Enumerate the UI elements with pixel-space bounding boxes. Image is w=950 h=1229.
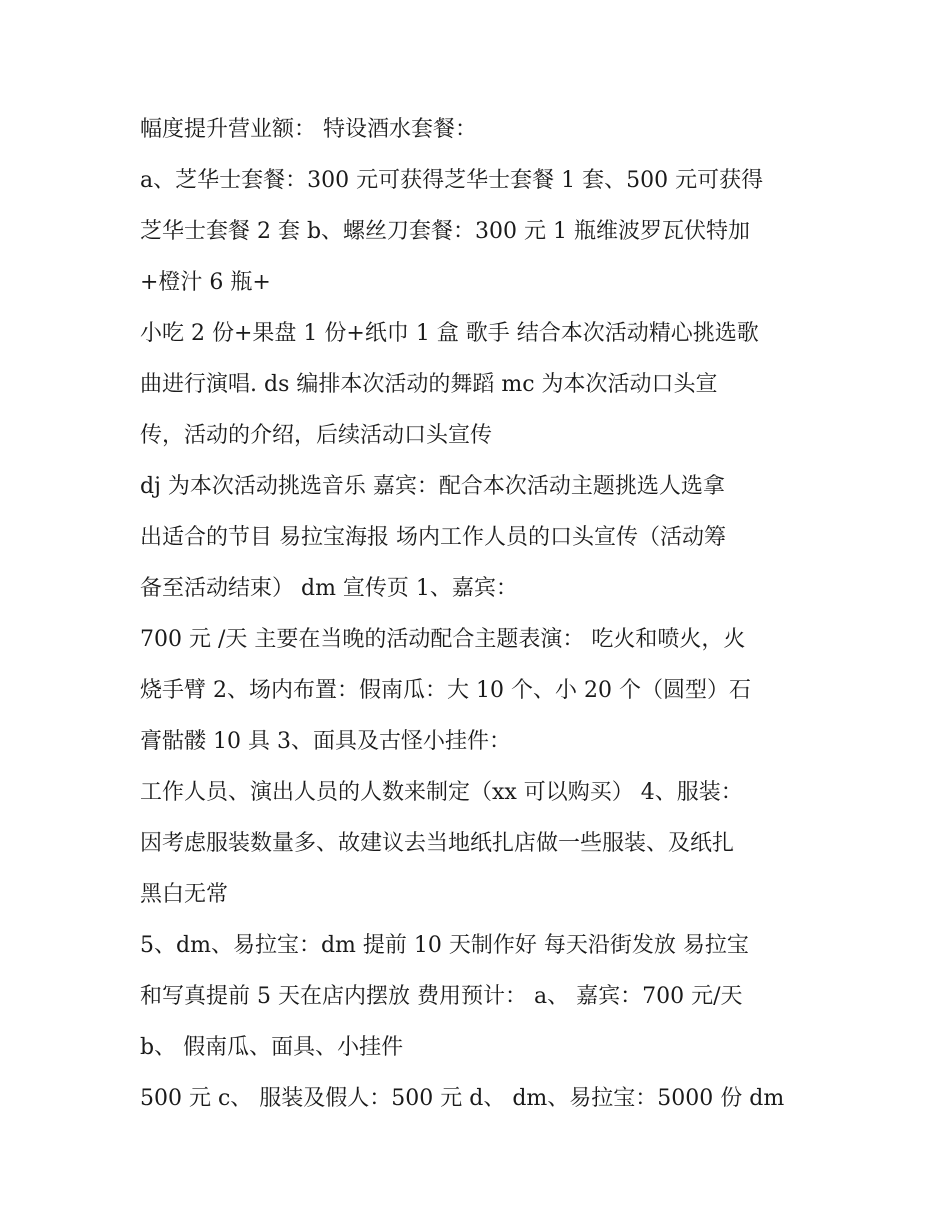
text-line: 黑白无常 [140, 882, 229, 907]
text-line: dj 为本次活动挑选音乐 嘉宾：配合本次活动主题挑选人选拿 [140, 474, 725, 499]
text-line: +橙汁 6 瓶+ [140, 270, 271, 295]
text-line: 工作人员、演出人员的人数来制定（xx 可以购买） 4、服装： [140, 780, 743, 805]
text-line: 备至活动结束） dm 宣传页 1、嘉宾： [140, 576, 518, 601]
text-line: 烧手臂 2、场内布置：假南瓜：大 10 个、小 20 个（圆型）石 [140, 678, 751, 703]
text-line: 出适合的节目 易拉宝海报 场内工作人员的口头宣传（活动筹 [140, 525, 726, 550]
text-line: 700 元 /天 主要在当晚的活动配合主题表演： 吃火和喷火，火 [140, 627, 746, 652]
text-line: 芝华士套餐 2 套 b、螺丝刀套餐：300 元 1 瓶维波罗瓦伏特加 [140, 219, 751, 244]
text-line: 和写真提前 5 天在店内摆放 费用预计： a、 嘉宾：700 元/天 [140, 984, 743, 1009]
text-line: 膏骷髅 10 具 3、面具及古怪小挂件： [140, 729, 511, 754]
text-line: 500 元 c、 服装及假人：500 元 d、 dm、易拉宝：5000 份 dm [140, 1086, 785, 1111]
document-body [140, 110, 830, 1130]
text-line: b、 假南瓜、面具、小挂件 [140, 1035, 404, 1060]
text-line: 因考虑服装数量多、故建议去当地纸扎店做一些服装、及纸扎 [140, 831, 735, 856]
text-line: a、芝华士套餐：300 元可获得芝华士套餐 1 套、500 元可获得 [140, 168, 764, 193]
text-line: 5、dm、易拉宝：dm 提前 10 天制作好 每天沿街发放 易拉宝 [140, 933, 749, 958]
text-line: 小吃 2 份+果盘 1 份+纸巾 1 盒 歌手 结合本次活动精心挑选歌 [140, 321, 759, 346]
text-line: 曲进行演唱. ds 编排本次活动的舞蹈 mc 为本次活动口头宣 [140, 372, 718, 397]
text-line: 传，活动的介绍，后续活动口头宣传 [140, 423, 493, 448]
text-line: 幅度提升营业额： 特设酒水套餐： [140, 117, 477, 142]
